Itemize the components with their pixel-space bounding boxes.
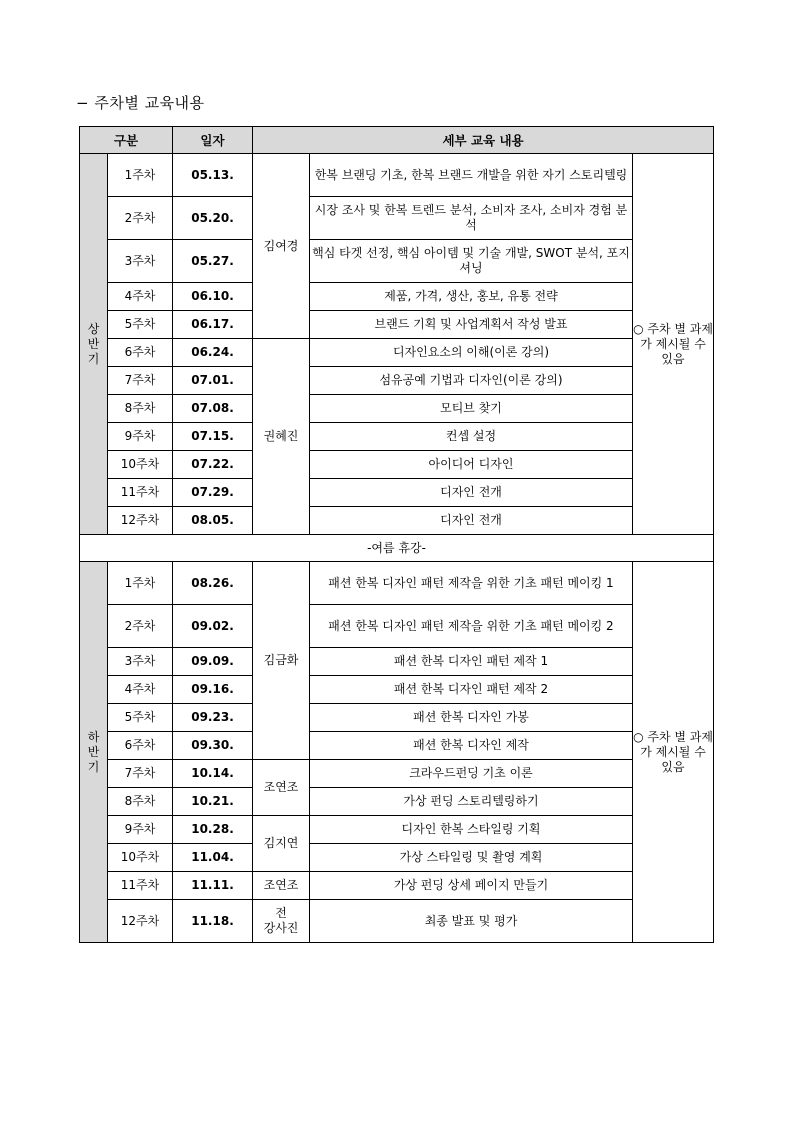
- content-cell: 디자인 전개: [310, 507, 633, 535]
- instructor-line: 전: [275, 906, 287, 920]
- schedule-table: [79, 126, 714, 943]
- date-cell: 08.26.: [173, 562, 253, 605]
- date-cell: 11.04.: [173, 844, 253, 872]
- first-half-label-char: 기: [87, 351, 100, 366]
- week-cell: 6주차: [108, 339, 173, 367]
- date-cell: 07.08.: [173, 395, 253, 423]
- content-cell: 한복 브랜딩 기초, 한복 브랜드 개발을 위한 자기 스토리텔링: [310, 154, 633, 197]
- date-cell: 05.27.: [173, 240, 253, 283]
- week-cell: 5주차: [108, 311, 173, 339]
- date-cell: 07.15.: [173, 423, 253, 451]
- instructor-cell: 조연조: [253, 760, 310, 816]
- date-cell: 08.05.: [173, 507, 253, 535]
- date-cell: 10.28.: [173, 816, 253, 844]
- date-cell: 09.30.: [173, 732, 253, 760]
- content-cell: 패션 한복 디자인 패턴 제작을 위한 기초 패턴 메이킹 1: [310, 562, 633, 605]
- week-cell: 1주차: [108, 154, 173, 197]
- week-cell: 1주차: [108, 562, 173, 605]
- week-cell: 11주차: [108, 479, 173, 507]
- first-half-row: [80, 240, 714, 283]
- date-cell: 05.13.: [173, 154, 253, 197]
- instructor-cell: 조연조: [253, 872, 310, 900]
- content-cell: 컨셉 설정: [310, 423, 633, 451]
- first-half-row: [80, 339, 714, 367]
- date-cell: 09.09.: [173, 648, 253, 676]
- date-cell: 09.23.: [173, 704, 253, 732]
- instructor-cell: [253, 900, 310, 943]
- content-cell: 브랜드 기획 및 사업계획서 작성 발표: [310, 311, 633, 339]
- week-cell: 7주차: [108, 367, 173, 395]
- date-cell: 11.18.: [173, 900, 253, 943]
- content-cell: 가상 펀딩 상세 페이지 만들기: [310, 872, 633, 900]
- instructor-cell: 김여경: [253, 154, 310, 339]
- content-cell: 제품, 가격, 생산, 홍보, 유통 전략: [310, 283, 633, 311]
- content-cell: 가상 스타일링 및 촬영 계획: [310, 844, 633, 872]
- second-half-row: [80, 732, 714, 760]
- date-cell: 07.29.: [173, 479, 253, 507]
- week-cell: 7주차: [108, 760, 173, 788]
- content-cell: 패션 한복 디자인 패턴 제작을 위한 기초 패턴 메이킹 2: [310, 605, 633, 648]
- second-half-row: [80, 872, 714, 900]
- date-cell: 09.16.: [173, 676, 253, 704]
- second-half-label-char: 반: [87, 744, 100, 759]
- week-cell: 4주차: [108, 676, 173, 704]
- second-half-row: [80, 648, 714, 676]
- date-cell: 10.21.: [173, 788, 253, 816]
- week-cell: 10주차: [108, 451, 173, 479]
- first-half-label-char: 반: [87, 336, 100, 351]
- header-division: 구분: [80, 127, 173, 154]
- content-cell: 섬유공예 기법과 디자인(이론 강의): [310, 367, 633, 395]
- instructor-cell: 권혜진: [253, 339, 310, 535]
- week-cell: 10주차: [108, 844, 173, 872]
- content-cell: 크라우드펀딩 기초 이론: [310, 760, 633, 788]
- header-content: 세부 교육 내용: [253, 127, 714, 154]
- content-cell: 최종 발표 및 평가: [310, 900, 633, 943]
- second-half-row: [80, 704, 714, 732]
- first-half-row: [80, 507, 714, 535]
- week-cell: 12주차: [108, 507, 173, 535]
- week-cell: 2주차: [108, 197, 173, 240]
- week-cell: 3주차: [108, 240, 173, 283]
- week-cell: 5주차: [108, 704, 173, 732]
- second-half-row: [80, 844, 714, 872]
- week-cell: 9주차: [108, 816, 173, 844]
- date-cell: 09.02.: [173, 605, 253, 648]
- second-half-label: [80, 562, 108, 943]
- second-half-row: [80, 900, 714, 943]
- first-half-row: [80, 423, 714, 451]
- first-half-row: [80, 154, 714, 197]
- first-half-row: [80, 197, 714, 240]
- date-cell: 10.14.: [173, 760, 253, 788]
- week-cell: 3주차: [108, 648, 173, 676]
- first-half-row: [80, 367, 714, 395]
- content-cell: 패션 한복 디자인 가봉: [310, 704, 633, 732]
- date-cell: 06.24.: [173, 339, 253, 367]
- first-half-row: [80, 283, 714, 311]
- date-cell: 07.22.: [173, 451, 253, 479]
- first-half-row: [80, 479, 714, 507]
- first-half-row: [80, 451, 714, 479]
- second-half-note: ○ 주차 별 과제가 제시될 수 있음: [633, 562, 714, 943]
- schedule-body: [80, 127, 714, 943]
- second-half-row: [80, 605, 714, 648]
- first-half-label-char: 상: [87, 321, 100, 336]
- instructor-cell: 김금화: [253, 562, 310, 760]
- week-cell: 4주차: [108, 283, 173, 311]
- content-cell: 패션 한복 디자인 패턴 제작 2: [310, 676, 633, 704]
- date-cell: 07.01.: [173, 367, 253, 395]
- second-half-row: [80, 562, 714, 605]
- week-cell: 9주차: [108, 423, 173, 451]
- date-cell: 06.10.: [173, 283, 253, 311]
- second-half-row: [80, 816, 714, 844]
- date-cell: 11.11.: [173, 872, 253, 900]
- week-cell: 11주차: [108, 872, 173, 900]
- second-half-row: [80, 788, 714, 816]
- content-cell: 아이디어 디자인: [310, 451, 633, 479]
- content-cell: 패션 한복 디자인 패턴 제작 1: [310, 648, 633, 676]
- week-cell: 2주차: [108, 605, 173, 648]
- header-date: 일자: [173, 127, 253, 154]
- week-cell: 12주차: [108, 900, 173, 943]
- header-row: [80, 127, 714, 154]
- week-cell: 8주차: [108, 395, 173, 423]
- second-half-row: [80, 760, 714, 788]
- instructor-line: 강사진: [263, 921, 299, 935]
- summer-break: -여름 휴강-: [80, 535, 714, 562]
- week-cell: 6주차: [108, 732, 173, 760]
- first-half-row: [80, 395, 714, 423]
- content-cell: 디자인 한복 스타일링 기획: [310, 816, 633, 844]
- second-half-label-char: 기: [87, 759, 100, 774]
- week-cell: 8주차: [108, 788, 173, 816]
- content-cell: 디자인 전개: [310, 479, 633, 507]
- first-half-note: ○ 주차 별 과제가 제시될 수 있음: [633, 154, 714, 535]
- second-half-row: [80, 676, 714, 704]
- content-cell: 모티브 찾기: [310, 395, 633, 423]
- summer-break-row: [80, 535, 714, 562]
- first-half-label: [80, 154, 108, 535]
- first-half-row: [80, 311, 714, 339]
- second-half-label-char: 하: [87, 729, 100, 744]
- instructor-cell: 김지연: [253, 816, 310, 872]
- content-cell: 가상 펀딩 스토리텔링하기: [310, 788, 633, 816]
- date-cell: 05.20.: [173, 197, 253, 240]
- date-cell: 06.17.: [173, 311, 253, 339]
- content-cell: 핵심 타겟 선정, 핵심 아이템 및 기술 개발, SWOT 분석, 포지셔닝: [310, 240, 633, 283]
- content-cell: 시장 조사 및 한복 트렌드 분석, 소비자 조사, 소비자 경험 분석: [310, 197, 633, 240]
- section-heading: − 주차별 교육내용: [76, 94, 205, 112]
- content-cell: 패션 한복 디자인 제작: [310, 732, 633, 760]
- content-cell: 디자인요소의 이해(이론 강의): [310, 339, 633, 367]
